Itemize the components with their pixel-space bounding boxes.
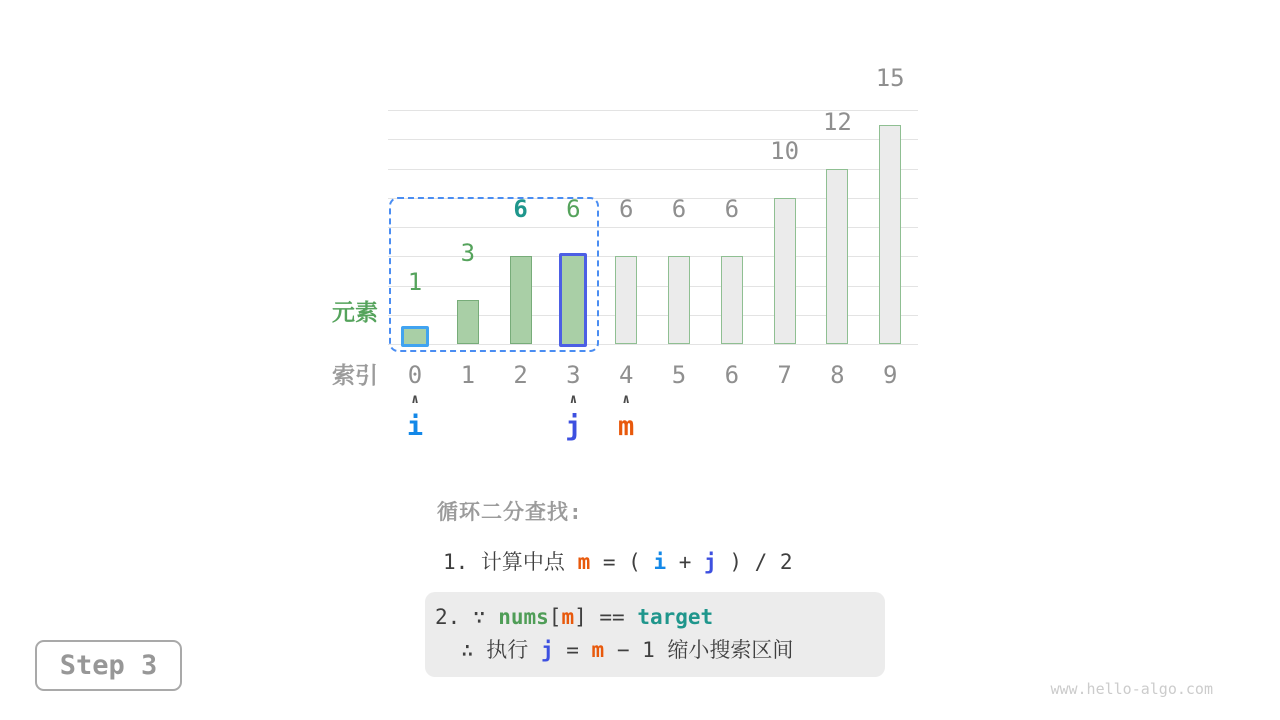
bar-value-label-9: 15 xyxy=(875,63,905,92)
index-label-8: 8 xyxy=(830,361,845,389)
gridline-14 xyxy=(388,139,918,140)
bar-value-label-3: 6 xyxy=(566,195,581,224)
step1-token-plain: = ( xyxy=(590,550,654,574)
bar-3-highlight-j xyxy=(559,253,587,347)
step1-token-m: m xyxy=(577,550,591,574)
pointer-caret-i: ∧ xyxy=(411,392,419,407)
step2a-token-plain: [ xyxy=(548,605,562,629)
step2b-token-plain: − 1 缩小搜索区间 xyxy=(604,638,794,662)
bar-value-label-1: 3 xyxy=(460,239,476,268)
pointer-label-j: j xyxy=(565,411,582,442)
step2a-token-plain: ] == xyxy=(574,605,638,629)
bar-value-label-4: 6 xyxy=(618,195,634,224)
pointer-caret-m: ∧ xyxy=(622,392,631,407)
bar-7 xyxy=(774,198,796,344)
step-badge: Step 3 xyxy=(35,640,182,691)
step2b-token-plain: = xyxy=(553,638,592,662)
pointer-caret-j: ∧ xyxy=(569,392,578,407)
caption-step1-formula xyxy=(443,549,793,576)
index-label-5: 5 xyxy=(671,361,687,389)
step2a-token-nums: nums xyxy=(498,605,549,629)
index-label-2: 2 xyxy=(513,361,528,389)
index-label-1: 1 xyxy=(460,361,476,389)
index-label-9: 9 xyxy=(882,361,898,389)
bar-8 xyxy=(826,169,848,345)
step2-note-box xyxy=(425,592,885,677)
index-label-7: 7 xyxy=(777,361,792,389)
bar-0-highlight-i xyxy=(401,326,429,347)
step2b-token-j: j xyxy=(540,638,554,662)
step2a-token-target: target xyxy=(637,605,714,629)
bar-value-label-8: 12 xyxy=(822,107,852,136)
bar-value-label-0: 1 xyxy=(407,268,423,297)
caption-title: 循环二分查找: xyxy=(437,500,583,524)
index-label-6: 6 xyxy=(724,361,740,389)
element-row-label: 元素 xyxy=(332,299,378,325)
bar-2 xyxy=(510,256,532,344)
caption-step2-action xyxy=(461,636,885,664)
step1-token-plain: 1. 计算中点 xyxy=(443,550,578,574)
index-label-4: 4 xyxy=(618,361,634,389)
bar-value-label-5: 6 xyxy=(671,195,687,224)
bar-4 xyxy=(615,256,637,344)
bar-6 xyxy=(721,256,743,344)
index-label-0: 0 xyxy=(407,361,423,389)
index-row-label: 索引 xyxy=(332,362,378,388)
bar-value-label-7: 10 xyxy=(770,136,800,165)
bar-value-label-6: 6 xyxy=(724,195,740,224)
pointer-label-i: i xyxy=(406,411,424,442)
bar-5 xyxy=(668,256,690,344)
step2a-token-plain: 2. ∵ xyxy=(435,605,499,629)
step1-token-plain: + xyxy=(666,550,705,574)
step2a-token-m: m xyxy=(561,605,575,629)
step1-token-plain: ) / 2 xyxy=(716,550,793,574)
step1-token-j: j xyxy=(704,550,717,574)
pointer-label-m: m xyxy=(618,411,635,442)
step1-token-i: i xyxy=(653,550,667,574)
bar-9 xyxy=(879,125,901,344)
bar-1 xyxy=(457,300,479,344)
index-label-3: 3 xyxy=(566,361,581,389)
bar-value-label-2: 6 xyxy=(513,195,528,224)
caption-step2-condition xyxy=(435,603,885,631)
step2b-token-plain: ∴ 执行 xyxy=(461,638,541,662)
step2b-token-m: m xyxy=(591,638,605,662)
watermark: www.hello-algo.com xyxy=(1050,680,1213,698)
